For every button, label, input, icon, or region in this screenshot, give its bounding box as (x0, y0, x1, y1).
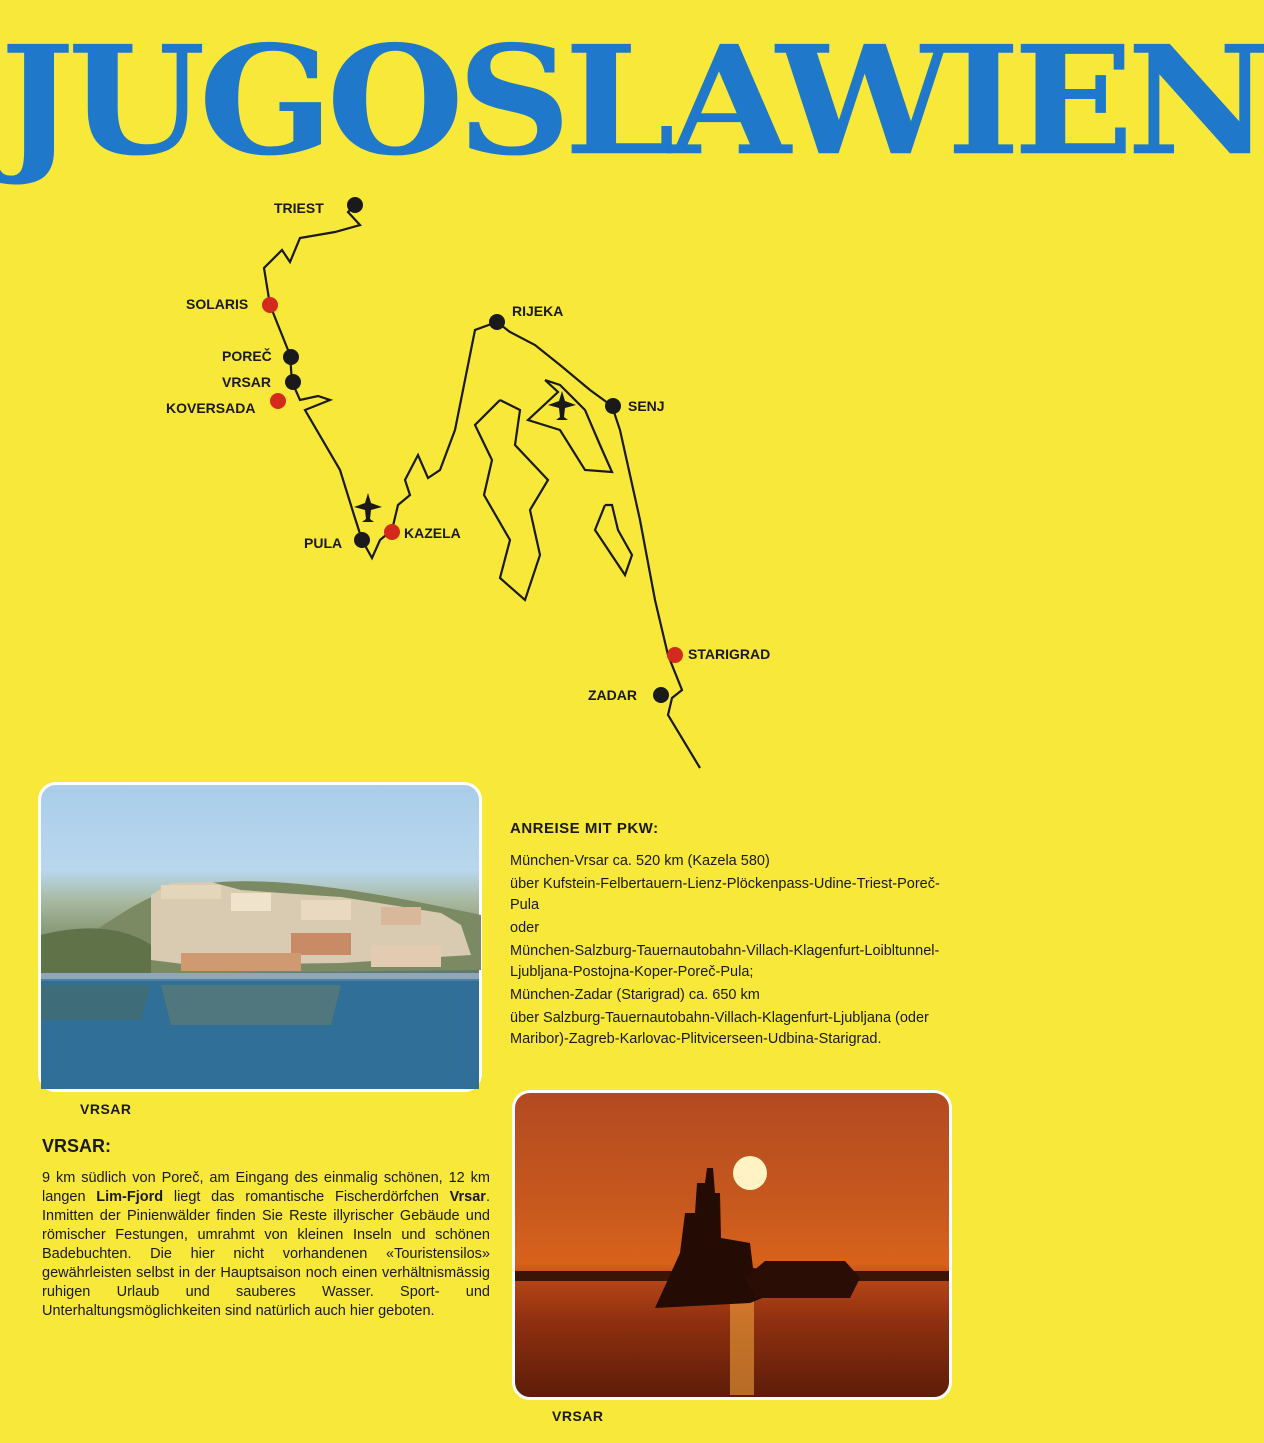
travel-info (510, 820, 960, 1052)
vrsar-text-bold: Vrsar (449, 1189, 486, 1205)
vrsar-heading: VRSAR: (42, 1136, 112, 1156)
photo-vrsar-village (38, 782, 482, 1092)
label-koversada: KOVERSADA (166, 400, 256, 416)
label-pula: PULA (304, 535, 343, 551)
city-dot-triest (347, 197, 363, 213)
city-dot-vrsar (285, 374, 301, 390)
vrsar-text (42, 1169, 490, 1321)
travel-line: München-Salzburg-Tauernautobahn-Villach-Klagenfurt-Loibltunnel-Ljubljana-Postojna-Koper-Poreč-Pula; (510, 943, 940, 980)
vrsar-text-part: liegt das romantische Fischerdörfchen (163, 1189, 450, 1205)
label-vrsar: VRSAR (222, 374, 272, 390)
travel-line: München-Vrsar ca. 520 km (Kazela 580) (510, 853, 770, 869)
label-zadar: ZADAR (588, 687, 637, 703)
photo-caption-top: VRSAR (80, 1101, 132, 1117)
label-senj: SENJ (628, 398, 665, 414)
travel-line: oder (510, 920, 540, 936)
city-dot-zadar (653, 687, 669, 703)
vrsar-text-part: 9 km südlich von Poreč, am Eingang des einmalig schönen, 12 km langen (42, 1170, 490, 1205)
vrsar-text-bold: Lim-Fjord (96, 1189, 164, 1205)
travel-line: München-Zadar (Starigrad) ca. 650 km (510, 987, 760, 1003)
travel-line: über Salzburg-Tauernautobahn-Villach-Klagenfurt-Ljubljana (oder Maribor)-Zagreb-Karlovac-Plitvicerseen-Udbina-Starigrad. (510, 1010, 929, 1047)
label-rijeka: RIJEKA (512, 303, 564, 319)
label-triest: TRIEST (274, 200, 324, 216)
airplane-icon (354, 493, 382, 522)
coast-line-2 (528, 380, 612, 472)
label-solaris: SOLARIS (186, 296, 249, 312)
travel-heading: ANREISE MIT PKW: (510, 820, 659, 837)
coast-line-3 (595, 505, 632, 575)
route-line (264, 205, 700, 768)
city-dot-rijeka (489, 314, 505, 330)
city-dot-pula (354, 532, 370, 548)
label-kazela: KAZELA (404, 525, 461, 541)
city-dot-senj (605, 398, 621, 414)
travel-line: über Kufstein-Felbertauern-Lienz-Plöckenpass-Udine-Triest-Poreč-Pula (510, 876, 940, 913)
photo-vrsar-sunset (512, 1090, 952, 1400)
resort-dot-starigrad (667, 647, 683, 663)
coast-line-1 (475, 400, 548, 600)
resort-dot-koversada (270, 393, 286, 409)
resort-dot-solaris (262, 297, 278, 313)
vrsar-description (42, 1136, 490, 1321)
label-starigrad: STARIGRAD (688, 646, 771, 662)
vrsar-text-part: . Inmitten der Pinienwälder finden Sie Reste illyrischer Gebäude und römischer Festungen, umrahmt von kleinen Inseln und schönen Badebuchten. Die hier nicht vorhandenen «Touristensilos» gewährleisten selbst in der Hauptsaison noch einen verhältnismässig ruhigen Urlaub und sauberes Wasser. Sport- und Unterhaltungsmöglichkeiten sind natürlich auch hier geboten. (42, 1189, 490, 1319)
photo-caption-bottom: VRSAR (552, 1408, 604, 1424)
page-title: JUGOSLAWIEN (0, 13, 1264, 190)
label-porec: POREČ (222, 348, 272, 364)
city-dot-porec (283, 349, 299, 365)
resort-dot-kazela (384, 524, 400, 540)
